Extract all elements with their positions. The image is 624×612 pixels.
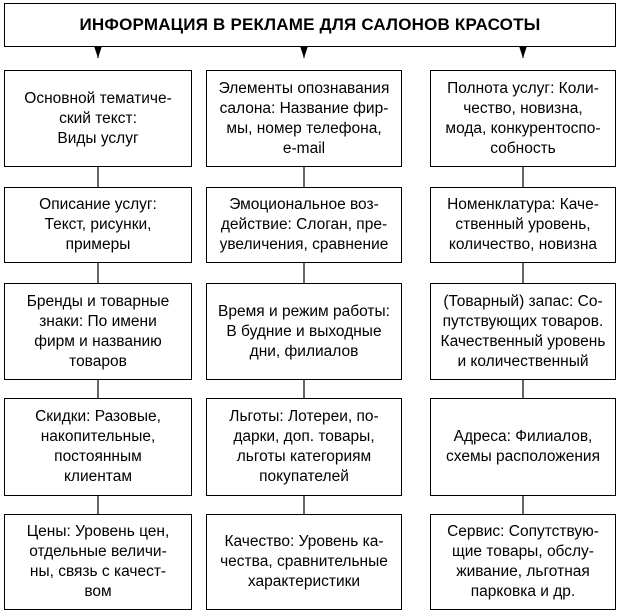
info-box-col1-row2: Описание услуг: Текст, рисунки, примеры — [4, 187, 192, 263]
info-box-col3-row5: Сервис: Сопутствую- щие товары, обслу- живание, льготная парковка и др. — [430, 514, 616, 610]
info-box-col1-row4: Скидки: Разовые, накопительные, постоянным клиентам — [4, 398, 192, 496]
info-box-col1-row1: Основной тематиче- ский текст: Виды услуг — [4, 70, 192, 167]
info-box-col2-row2: Эмоциональное воз- действие: Слоган, пре- увеличения, сравнение — [206, 187, 402, 263]
info-box-col2-row5: Качество: Уровень ка- чества, сравнительные характеристики — [206, 514, 402, 610]
info-box-col2-row4: Льготы: Лотереи, по- дарки, доп. товары, льготы категориям покупателей — [206, 398, 402, 496]
diagram-title: ИНФОРМАЦИЯ В РЕКЛАМЕ ДЛЯ САЛОНОВ КРАСОТЫ — [4, 3, 616, 47]
info-box-col1-row3: Бренды и товарные знаки: По имени фирм и названию товаров — [4, 283, 192, 380]
info-box-col1-row5: Цены: Уровень цен, отдельные величи- ны, связь с качест- вом — [4, 514, 192, 610]
info-box-col3-row3: (Товарный) запас: Со- путствующих товаров. Качественный уровень и количественный — [430, 283, 616, 380]
info-box-col3-row4: Адреса: Филиалов, схемы расположения — [430, 398, 616, 496]
info-box-col2-row1: Элементы опознавания салона: Название фир- мы, номер телефона, e-mail — [206, 70, 402, 167]
info-box-col3-row2: Номенклатура: Каче- ственный уровень, количество, новизна — [430, 187, 616, 263]
info-box-col3-row1: Полнота услуг: Коли- чество, новизна, мода, конкурентоспо- собность — [430, 70, 616, 167]
info-box-col2-row3: Время и режим работы: В будние и выходные дни, филиалов — [206, 283, 402, 380]
